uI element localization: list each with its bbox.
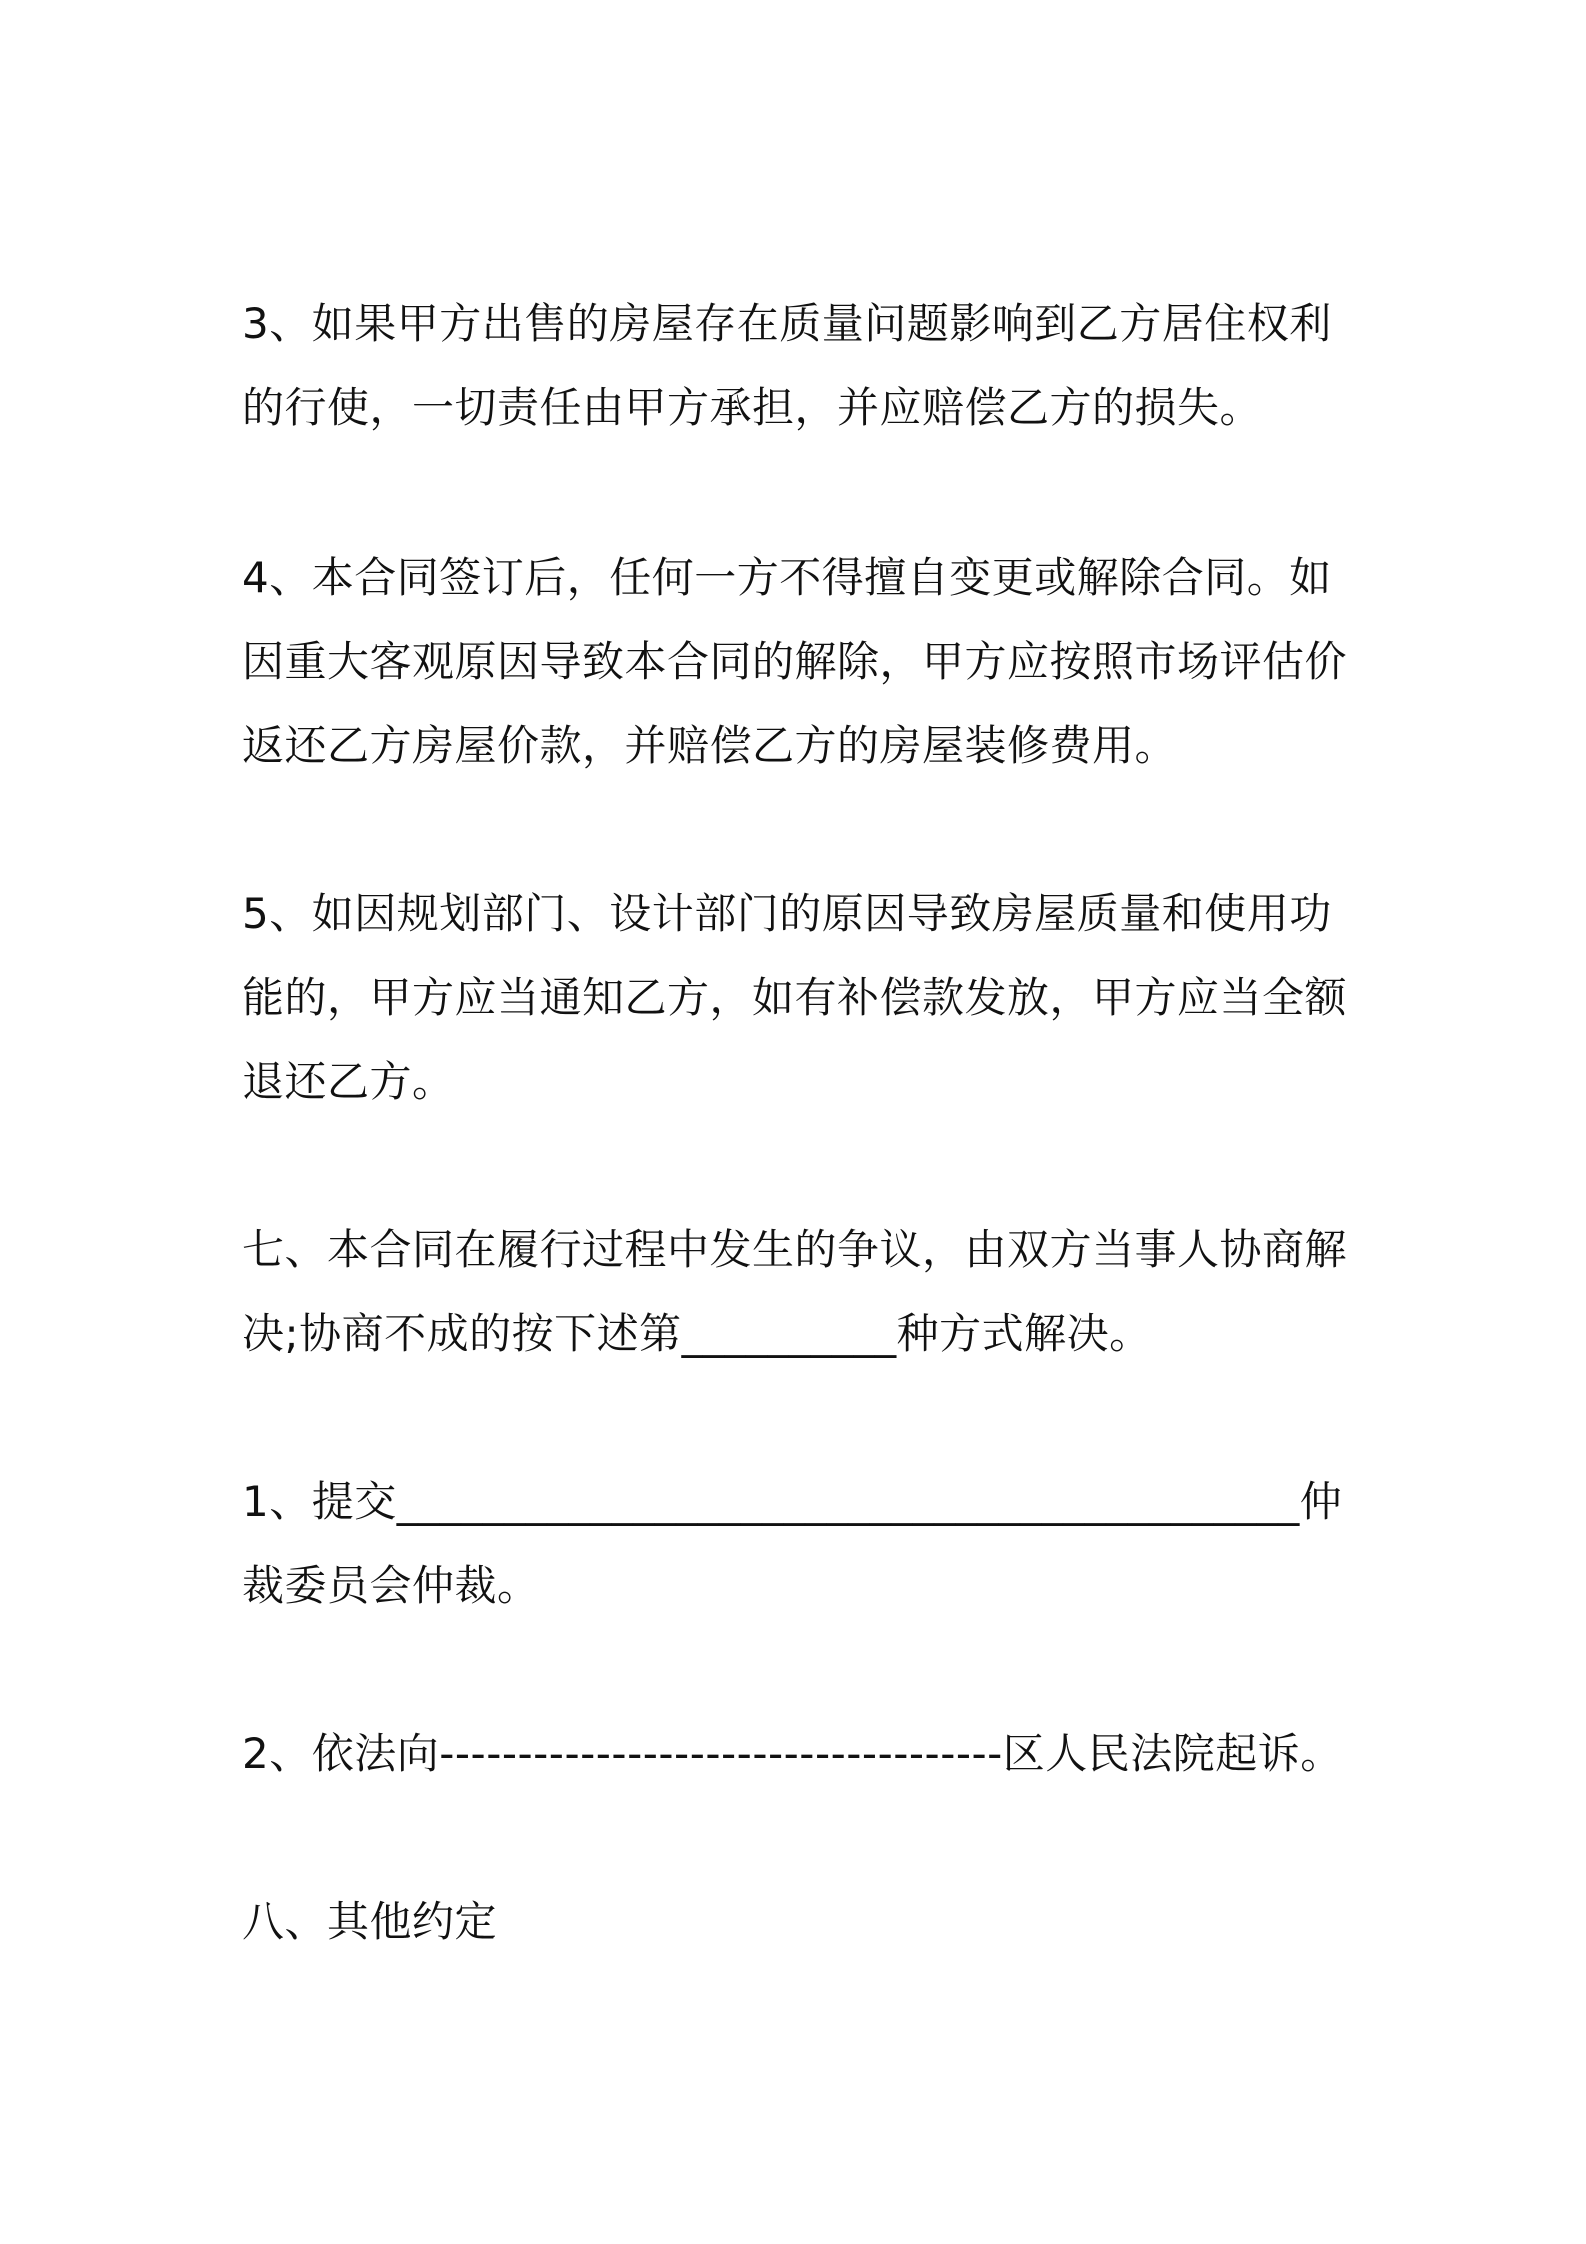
clause-3-line-1: 3、如果甲方出售的房屋存在质量问题影响到乙方居住权利	[242, 299, 1332, 348]
spacer	[242, 1628, 1352, 1712]
spacer	[242, 450, 1352, 536]
document-body	[242, 282, 1352, 1964]
clause-5-paragraph	[242, 872, 1352, 1124]
spacer	[242, 1796, 1352, 1880]
clause-5-line-1: 5、如因规划部门、设计部门的原因导致房屋质量和使用功	[242, 889, 1332, 938]
clause-4-line-3: 返还乙方房屋价款，并赔偿乙方的房屋装修费用。	[242, 721, 1178, 770]
section-7-line-1: 七、本合同在履行过程中发生的争议，由双方当事人协商解	[242, 1225, 1348, 1274]
option-2-line-1: 2、依法向------------------------------------区人民法院起诉。	[242, 1729, 1343, 1778]
spacer	[242, 788, 1352, 872]
option-1-line-2: 裁委员会仲裁。	[242, 1561, 540, 1610]
section-8-paragraph	[242, 1880, 1352, 1964]
section-7-line-2: 决;协商不成的按下述第__________种方式解决。	[242, 1309, 1152, 1358]
option-2-paragraph	[242, 1712, 1352, 1796]
option-1-paragraph	[242, 1460, 1352, 1628]
spacer	[242, 1376, 1352, 1460]
clause-4-line-1: 4、本合同签订后，任何一方不得擅自变更或解除合同。如	[242, 553, 1332, 602]
clause-4-paragraph	[242, 536, 1352, 788]
clause-5-line-3: 退还乙方。	[242, 1057, 455, 1106]
section-7-paragraph	[242, 1208, 1352, 1376]
clause-3-paragraph	[242, 282, 1352, 450]
spacer	[242, 1124, 1352, 1208]
clause-3-line-2: 的行使，一切责任由甲方承担，并应赔偿乙方的损失。	[242, 383, 1263, 432]
clause-5-line-2: 能的，甲方应当通知乙方，如有补偿款发放，甲方应当全额	[242, 973, 1348, 1022]
clause-4-line-2: 因重大客观原因导致本合同的解除，甲方应按照市场评估价	[242, 637, 1348, 686]
section-8-heading: 八、其他约定	[242, 1897, 498, 1946]
option-1-line-1: 1、提交__________________________________________仲	[242, 1477, 1343, 1526]
